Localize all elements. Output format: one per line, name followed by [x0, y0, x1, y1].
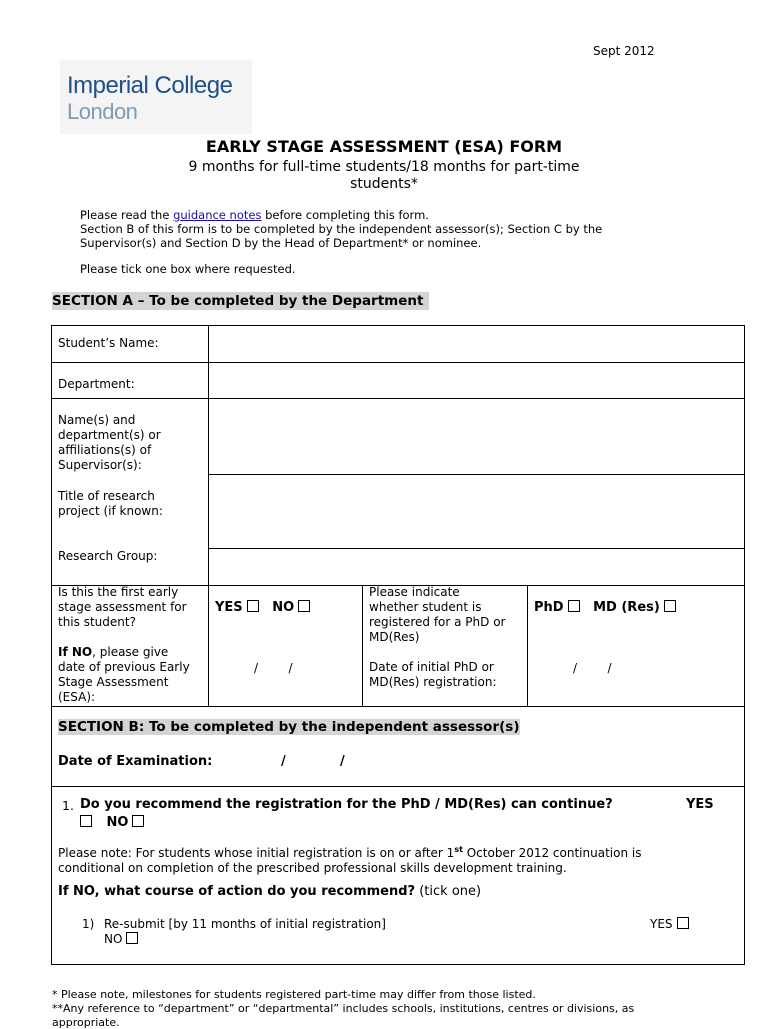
exam-date-slash-1[interactable]: /: [281, 754, 286, 769]
question-1-yes-checkbox[interactable]: [80, 815, 92, 827]
option-1-no-checkbox[interactable]: [126, 932, 138, 944]
date-of-examination-label: Date of Examination:: [58, 754, 213, 769]
training-note: Please note: For students whose initial registration is on or after 1st October 2012 continuation is conditional on completion of the prescribed professional skills development training.: [58, 845, 642, 875]
phd-checkbox[interactable]: [568, 600, 580, 612]
supervisors-field[interactable]: [209, 399, 744, 474]
research-group-field[interactable]: [209, 549, 744, 585]
research-title-field[interactable]: [209, 475, 744, 548]
degree-indicate-label: Please indicate whether student is registered for a PhD or MD(Res): [369, 585, 506, 644]
research-group-label: Research Group:: [58, 549, 158, 563]
section-a-heading: SECTION A – To be completed by the Department: [52, 292, 429, 310]
question-1-yes-label: YES: [686, 797, 714, 812]
imperial-college-logo: [60, 60, 252, 134]
form-subtitle-line-1: 9 months for full-time students/18 months for part-time: [188, 159, 580, 175]
guidance-notes-link[interactable]: guidance notes: [173, 208, 262, 222]
question-1-no-checkbox[interactable]: [132, 815, 144, 827]
previous-esa-date-field[interactable]: / /: [254, 661, 293, 675]
first-esa-choice: YES NO: [215, 600, 310, 615]
department-field[interactable]: [209, 363, 744, 398]
initial-registration-label: Date of initial PhD or MD(Res) registration:: [369, 660, 497, 689]
first-esa-no-checkbox[interactable]: [298, 600, 310, 612]
student-name-field[interactable]: [209, 326, 744, 362]
research-title-label: Title of research project (if known:: [58, 489, 163, 518]
intro-sections-line-1: Section B of this form is to be completed by the independent assessor(s); Section C by the: [80, 222, 603, 236]
footnote-part-time: * Please note, milestones for students registered part-time may differ from those listed.: [52, 988, 536, 1001]
footnote-department-line-2: appropriate.: [52, 1016, 120, 1029]
initial-registration-date-field[interactable]: / /: [573, 661, 612, 675]
supervisors-label: Name(s) and department(s) or affiliations(s) of Supervisor(s):: [58, 413, 161, 472]
intro-read-guidance: Please read the guidance notes before completing this form.: [80, 208, 429, 222]
question-1-number: 1.: [62, 798, 74, 813]
question-1-choice-row: NO: [76, 815, 144, 830]
footnote-department-line-1: **Any reference to “department” or “departmental” includes schools, institutions, centres or divisions, as: [52, 1002, 635, 1015]
logo-line-1: Imperial College: [67, 72, 233, 99]
option-1-no: NO: [104, 932, 138, 947]
option-1-number: 1): [82, 917, 95, 931]
option-1-yes: YES: [650, 917, 689, 932]
student-name-label: Student’s Name:: [58, 336, 159, 350]
option-1-yes-checkbox[interactable]: [677, 917, 689, 929]
degree-choice: PhD MD (Res): [534, 600, 676, 615]
question-1-text: Do you recommend the registration for the PhD / MD(Res) can continue?: [80, 797, 613, 812]
form-title: EARLY STAGE ASSESSMENT (ESA) FORM: [205, 137, 563, 156]
option-1-text: Re-submit [by 11 months of initial registration]: [104, 917, 386, 931]
if-no-previous-esa-label: If NO, please give date of previous Early Stage Assessment (ESA):: [58, 645, 190, 704]
revision-date: Sept 2012: [593, 44, 655, 58]
first-esa-yes-checkbox[interactable]: [247, 600, 259, 612]
section-b-heading: SECTION B: To be completed by the independent assessor(s): [58, 719, 520, 735]
md-res-checkbox[interactable]: [664, 600, 676, 612]
logo-line-2: London: [67, 99, 138, 124]
intro-tick-instruction: Please tick one box where requested.: [80, 262, 296, 276]
first-esa-question: Is this the first early stage assessment for this student?: [58, 585, 187, 629]
department-label: Department:: [58, 377, 135, 391]
if-no-course-question: If NO, what course of action do you recommend? (tick one): [58, 884, 482, 899]
exam-date-slash-2[interactable]: /: [340, 754, 345, 769]
form-subtitle-line-2: students*: [350, 176, 418, 192]
intro-sections-line-2: Supervisor(s) and Section D by the Head of Department* or nominee.: [80, 236, 482, 250]
